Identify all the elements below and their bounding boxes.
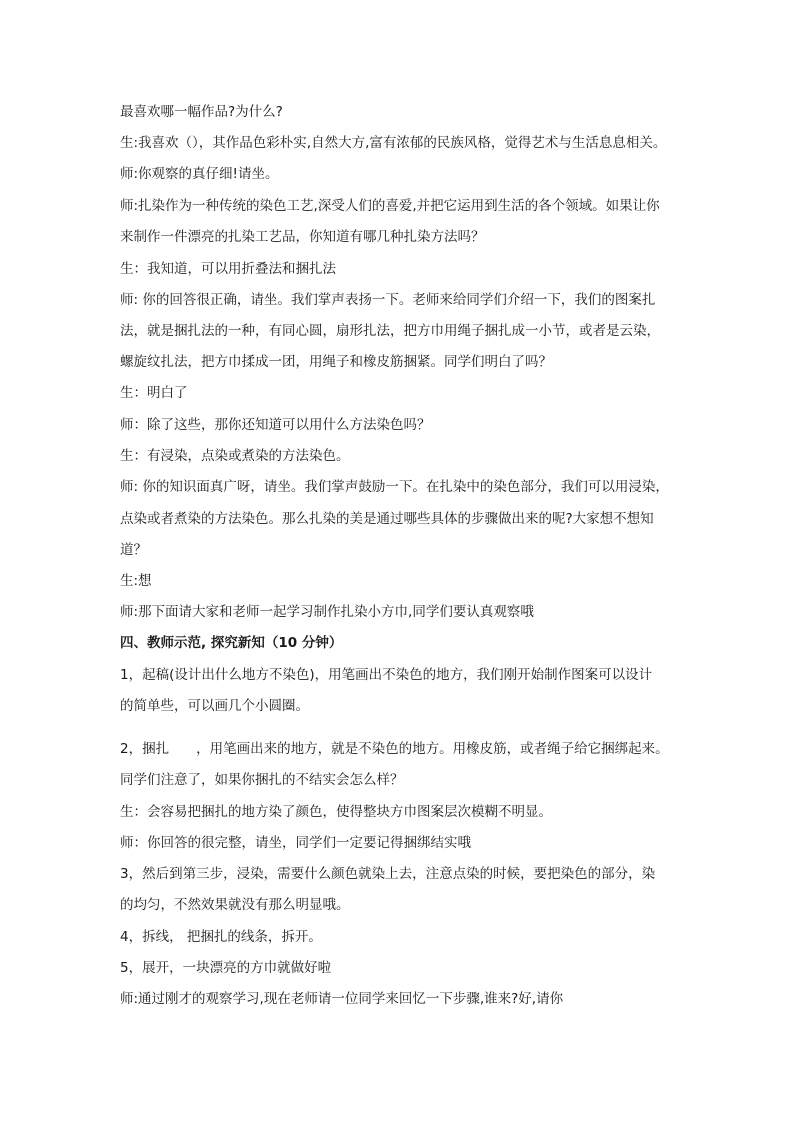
text-line: 生：有浸染，点染或煮染的方法染色。: [120, 448, 350, 464]
text-line: 生：会容易把捆扎的地方染了颜色，使得整块方巾图案层次模糊不明显。: [120, 804, 552, 820]
text-line: 法，就是捆扎法的一种，有同心圆，扇形扎法，把方巾用绳子捆扎成一小节，或者是云染，: [120, 323, 660, 339]
text-line: 3，然后到第三步，浸染，需要什么颜色就染上去，注意点染的时候，要把染色的部分，染: [120, 866, 656, 882]
text-line: 生:我喜欢（），其作品色彩朴实,自然大方,富有浓郁的民族风格，觉得艺术与生活息息相关。: [120, 135, 667, 151]
text-line: 生:想: [120, 573, 152, 589]
text-line: 4，拆线， 把捆扎的线条，拆开。: [120, 929, 322, 945]
text-line: 最喜欢哪一幅作品?为什么?: [120, 104, 283, 120]
text-line: 师:通过刚才的观察学习,现在老师请一位同学来回忆一下步骤,谁来?好,请你: [120, 991, 564, 1007]
text-line: 的简单些，可以画几个小圆圈。: [120, 698, 309, 714]
text-line: 1，起稿(设计出什么地方不染色)，用笔画出不染色的地方，我们刚开始制作图案可以设计: [120, 667, 653, 683]
text-line: 的均匀，不然效果就没有那么明显哦。: [120, 897, 350, 913]
text-line: 道？: [120, 542, 147, 558]
text-line: 生：我知道，可以用折叠法和捆扎法: [120, 261, 336, 277]
text-line: 师:那下面请大家和老师一起学习制作扎染小方巾,同学们要认真观察哦: [120, 604, 534, 620]
text-line: 来制作一件漂亮的扎染工艺品，你知道有哪几种扎染方法吗？: [120, 229, 485, 245]
text-line: 生：明白了: [120, 385, 188, 401]
text-line: 5，展开，一块漂亮的方巾就做好啦: [120, 960, 332, 976]
text-line: 师：你回答的很完整，请坐，同学们一定要记得捆绑结实哦: [120, 835, 471, 851]
text-line: 师:你观察的真仔细!请坐。: [120, 166, 279, 182]
text-line: 师: 你的知识面真广呀，请坐。我们掌声鼓励一下。在扎染中的染色部分，我们可以用浸染，: [120, 479, 669, 495]
text-line: 师:扎染作为一种传统的染色工艺,深受人们的喜爱,并把它运用到生活的各个领域。如果让你: [120, 198, 660, 214]
text-line: 师：除了这些，那你还知道可以用什么方法染色吗？: [120, 417, 431, 433]
section-heading: 四、教师示范, 探究新知（10 分钟）: [120, 635, 343, 651]
text-line: 螺旋纹扎法，把方巾揉成一团，用绳子和橡皮筋捆紧。同学们明白了吗？: [120, 354, 552, 370]
text-line: 点染或者煮染的方法染色。那么扎染的美是通过哪些具体的步骤做出来的呢?大家想不想知: [120, 511, 654, 527]
text-line: 师: 你的回答很正确，请坐。我们掌声表扬一下。老师来给同学们介绍一下，我们的图案扎: [120, 292, 656, 308]
text-line: 同学们注意了，如果你捆扎的不结实会怎么样？: [120, 772, 404, 788]
text-line: 2，捆扎 ，用笔画出来的地方，就是不染色的地方。用橡皮筋，或者绳子给它捆绑起来。: [120, 741, 669, 757]
